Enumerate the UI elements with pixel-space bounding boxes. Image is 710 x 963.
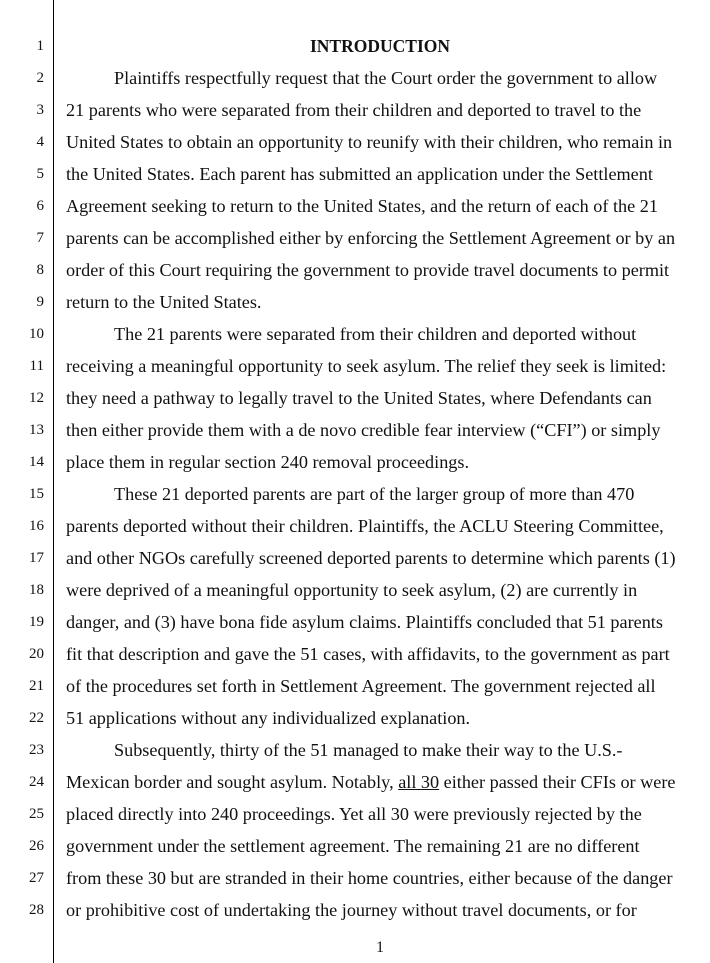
line-number: 28 <box>29 902 44 918</box>
line-number: 20 <box>29 646 44 662</box>
text-line: parents can be accomplished either by enforcing the Settlement Agreement or by an <box>66 228 676 248</box>
text-line: United States to obtain an opportunity to reunify with their children, who remain in <box>66 132 673 152</box>
text-line: The 21 parents were separated from their children and deported without <box>114 324 637 344</box>
line-number: 17 <box>29 550 44 566</box>
underlined-emphasis: all 30 <box>398 772 440 792</box>
section-heading: INTRODUCTION <box>309 36 451 56</box>
text-line: the United States. Each parent has submitted an application under the Settlement <box>66 164 653 184</box>
line-number: 19 <box>29 614 44 630</box>
line-number: 8 <box>36 262 44 278</box>
text-line: Plaintiffs respectfully request that the Court order the government to allow <box>114 68 658 88</box>
line-number: 10 <box>29 326 44 342</box>
margin-rule <box>53 0 54 963</box>
line-number: 25 <box>29 806 44 822</box>
line-number: 21 <box>29 678 44 694</box>
text-line: placed directly into 240 proceedings. Yet all 30 were previously rejected by the <box>66 804 642 824</box>
text-fragment: Mexican border and sought asylum. Notably, <box>66 772 399 792</box>
page-number: 1 <box>376 939 384 956</box>
text-line: Subsequently, thirty of the 51 managed to make their way to the U.S.- <box>114 740 623 760</box>
text-line: place them in regular section 240 removal proceedings. <box>66 452 470 472</box>
text-line: of the procedures set forth in Settlement Agreement. The government rejected all <box>66 676 656 696</box>
text-line: parents deported without their children. Plaintiffs, the ACLU Steering Committee, <box>66 516 664 536</box>
line-number: 27 <box>29 870 44 886</box>
line-number: 23 <box>29 742 44 758</box>
text-line: return to the United States. <box>66 292 262 312</box>
line-number: 13 <box>29 422 44 438</box>
line-number: 2 <box>36 70 44 86</box>
line-number: 4 <box>36 134 44 150</box>
text-line <box>66 771 675 793</box>
line-number: 14 <box>29 454 44 470</box>
text-line: fit that description and gave the 51 cases, with affidavits, to the government as part <box>66 644 670 664</box>
text-line: or prohibitive cost of undertaking the journey without travel documents, or for <box>66 900 637 920</box>
line-number: 24 <box>29 774 44 790</box>
line-number: 12 <box>29 390 44 406</box>
line-number: 5 <box>36 166 44 182</box>
text-line: These 21 deported parents are part of the larger group of more than 470 <box>114 484 635 504</box>
text-line: and other NGOs carefully screened deported parents to determine which parents (1) <box>66 548 676 568</box>
line-number: 6 <box>36 198 44 214</box>
line-number: 16 <box>29 518 44 534</box>
text-line: then either provide them with a de novo credible fear interview (“CFI”) or simply <box>66 420 661 440</box>
line-number: 11 <box>29 358 44 374</box>
line-number: 7 <box>36 230 44 246</box>
line-number: 26 <box>29 838 44 854</box>
text-line: 21 parents who were separated from their children and deported to travel to the <box>66 100 642 120</box>
line-number: 9 <box>36 294 44 310</box>
text-line: 51 applications without any individualized explanation. <box>66 708 471 728</box>
text-line: were deprived of a meaningful opportunity to seek asylum, (2) are currently in <box>66 580 638 600</box>
text-line: receiving a meaningful opportunity to seek asylum. The relief they seek is limited: <box>66 356 667 376</box>
text-line: government under the settlement agreement. The remaining 21 are no different <box>66 836 640 856</box>
line-number: 3 <box>36 102 44 118</box>
text-line: they need a pathway to legally travel to the United States, where Defendants can <box>66 388 652 408</box>
line-number: 18 <box>29 582 44 598</box>
text-line: danger, and (3) have bona fide asylum claims. Plaintiffs concluded that 51 parents <box>66 612 663 632</box>
text-line: order of this Court requiring the government to provide travel documents to permit <box>66 260 670 280</box>
line-number: 1 <box>36 38 44 54</box>
text-line: from these 30 but are stranded in their home countries, either because of the danger <box>66 868 673 888</box>
text-line: Agreement seeking to return to the United States, and the return of each of the 21 <box>66 196 658 216</box>
text-fragment: either passed their CFIs or were <box>439 772 676 792</box>
line-number: 22 <box>29 710 44 726</box>
line-number: 15 <box>29 486 44 502</box>
